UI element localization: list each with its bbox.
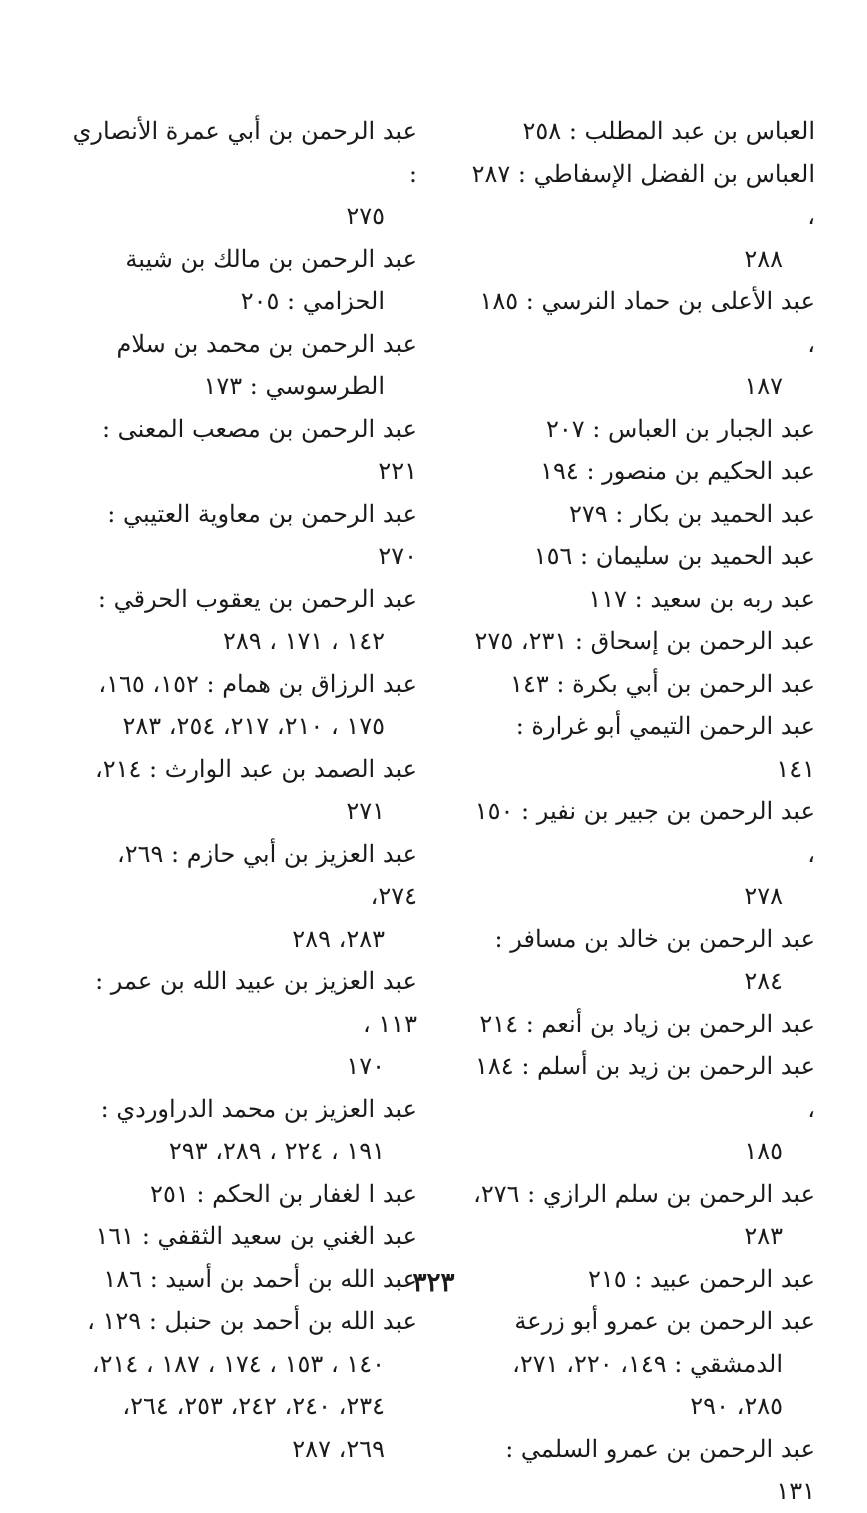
- index-entry-continuation: ١٤٠ ، ١٥٣ ، ١٧٤ ، ١٨٧ ، ٢١٤، ٢٣٤، ٢٤٠، ٢٤٢، ٢٥٣، ٢٦٤، ٢٦٩، ٢٨٧: [91, 1349, 385, 1463]
- index-entry: [72, 1215, 417, 1258]
- index-entry-continuation: ٢٨٣: [744, 1222, 783, 1250]
- index-entry: [72, 1088, 417, 1173]
- index-entry: [470, 493, 815, 536]
- index-column-left: [72, 110, 417, 1470]
- index-entry-continuation: ١٨٥: [744, 1137, 783, 1165]
- index-entry: [470, 918, 815, 1003]
- index-entry: [72, 1173, 417, 1216]
- index-entry: [470, 110, 815, 153]
- index-entry: [470, 663, 815, 706]
- index-entry-text: عبد الرحمن بن خالد بن مسافر :: [494, 924, 815, 953]
- index-entry-text: عبد الرحمن بن محمد بن سلام: [116, 329, 417, 358]
- index-entry-text: عبد الرحمن بن عمرو السلمي : ١٣١: [505, 1434, 815, 1505]
- index-entry-text: عبد الرحمن بن إسحاق : ٢٣١، ٢٧٥: [474, 627, 815, 655]
- index-entry-text: عبد العزيز بن عبيد الله بن عمر : ١١٣ ،: [95, 967, 417, 1038]
- index-entry-continuation: ١٨٧: [744, 372, 783, 400]
- index-entry-text: عبد الحكيم بن منصور : ١٩٤: [540, 457, 815, 485]
- index-entry-text: عبد الصمد بن عبد الوارث : ٢١٤،: [94, 754, 417, 783]
- index-entry-text: عبد الحميد بن بكار : ٢٧٩: [568, 499, 815, 528]
- index-entry-text: عبد الغني بن سعيد الثقفي : ١٦١: [95, 1222, 417, 1250]
- index-entry: [470, 1045, 815, 1173]
- index-entry: [470, 1173, 815, 1258]
- index-entry-continuation: ٢٧٨: [744, 882, 783, 910]
- index-entry: [72, 960, 417, 1088]
- index-entry: [470, 1003, 815, 1046]
- index-entry-text: عبد الرحمن بن زيد بن أسلم : ١٨٤ ،: [475, 1052, 815, 1123]
- index-entry-continuation: ٢٧٥: [346, 202, 385, 230]
- index-entry-text: عبد الرحمن بن أبي بكرة : ١٤٣: [510, 669, 815, 698]
- index-entry-continuation: ٢٨٤: [744, 967, 783, 995]
- index-entry-continuation: ١٧٥ ، ٢١٠، ٢١٧، ٢٥٤، ٢٨٣: [122, 712, 385, 740]
- index-entry-continuation: الدمشقي : ١٤٩، ٢٢٠، ٢٧١، ٢٨٥، ٢٩٠: [512, 1349, 783, 1420]
- index-entry: [72, 663, 417, 748]
- index-entry-text: عبد العزيز بن محمد الدراوردي :: [100, 1094, 417, 1123]
- index-entry-text: عبد الرحمن بن زياد بن أنعم : ٢١٤: [479, 1009, 815, 1038]
- page-number: ٣٢٣: [412, 1268, 455, 1298]
- index-entry: [470, 578, 815, 621]
- index-entry: [72, 238, 417, 323]
- index-entry-text: عبد العزيز بن أبي حازم : ٢٦٩، ٢٧٤،: [116, 839, 417, 910]
- index-entry-text: عبد الرحمن التيمي أبو غرارة : ١٤١: [515, 712, 815, 783]
- index-entry-continuation: ٢٨٣، ٢٨٩: [292, 924, 385, 953]
- index-entry: [72, 1300, 417, 1470]
- index-entry-continuation: الطرسوسي : ١٧٣: [203, 372, 385, 400]
- index-entry-text: عبد الرحمن بن عمرو أبو زرعة: [514, 1307, 815, 1335]
- index-entry-text: عبد ا لغفار بن الحكم : ٢٥١: [150, 1179, 417, 1208]
- index-entry: [72, 493, 417, 578]
- index-entry-continuation: الحزامي : ٢٠٥: [240, 287, 385, 315]
- index-entry-text: عبد الرحمن بن أبي عمرة الأنصاري :: [72, 117, 417, 188]
- index-entry-text: عبد الرحمن بن مالك بن شيبة: [125, 244, 417, 273]
- index-entry: [470, 153, 815, 281]
- index-entry: [72, 323, 417, 408]
- index-entry: [470, 1428, 815, 1513]
- index-entry-text: عبد الرحمن بن معاوية العتيبي : ٢٧٠: [107, 499, 417, 570]
- index-entry: [72, 578, 417, 663]
- index-entry-text: عبد ربه بن سعيد : ١١٧: [588, 584, 815, 613]
- index-entry-text: العباس بن عبد المطلب : ٢٥٨: [522, 117, 815, 145]
- index-entry: [72, 110, 417, 238]
- index-entry-text: عبد الله بن أحمد بن أسيد : ١٨٦: [103, 1264, 417, 1293]
- index-entry: [470, 620, 815, 663]
- index-entry: [470, 280, 815, 408]
- index-entry: [470, 705, 815, 790]
- index-entry-continuation: ١٤٢ ، ١٧١ ، ٢٨٩: [222, 627, 385, 655]
- index-entry-text: العباس بن الفضل الإسفاطي : ٢٨٧ ،: [471, 159, 815, 230]
- index-entry: [470, 408, 815, 451]
- index-entry: [72, 408, 417, 493]
- index-entry-continuation: ١٧٠: [346, 1052, 385, 1080]
- index-column-right: [470, 110, 815, 1513]
- index-entry-text: عبد الرحمن بن سلم الرازي : ٢٧٦،: [473, 1179, 815, 1208]
- index-entry: [470, 790, 815, 918]
- index-entry-continuation: ٢٨٨: [744, 244, 783, 273]
- index-entry: [72, 748, 417, 833]
- index-entry-text: عبد الرحمن بن جبير بن نفير : ١٥٠ ،: [474, 797, 815, 868]
- index-entry-continuation: ٢٧١: [346, 797, 385, 825]
- index-entry-text: عبد الله بن أحمد بن حنبل : ١٢٩ ،: [87, 1307, 417, 1335]
- index-entry-text: عبد الجبار بن العباس : ٢٠٧: [545, 414, 815, 443]
- index-entry-text: عبد الأعلى بن حماد النرسي : ١٨٥ ،: [479, 287, 815, 358]
- index-entry: [470, 450, 815, 493]
- index-entry: [470, 535, 815, 578]
- index-entry-text: عبد الرزاق بن همام : ١٥٢، ١٦٥،: [98, 669, 417, 698]
- index-entry-text: عبد الرحمن بن يعقوب الحرقي :: [97, 584, 417, 613]
- index-entry-text: عبد الحميد بن سليمان : ١٥٦: [533, 542, 815, 570]
- index-entry-continuation: ١٩١ ، ٢٢٤ ، ٢٨٩، ٢٩٣: [168, 1137, 385, 1165]
- index-entry: [72, 833, 417, 961]
- index-entry: [470, 1300, 815, 1428]
- index-entry-text: عبد الرحمن بن مصعب المعنى : ٢٢١: [101, 414, 417, 485]
- index-entry-text: عبد الرحمن عبيد : ٢١٥: [587, 1264, 815, 1293]
